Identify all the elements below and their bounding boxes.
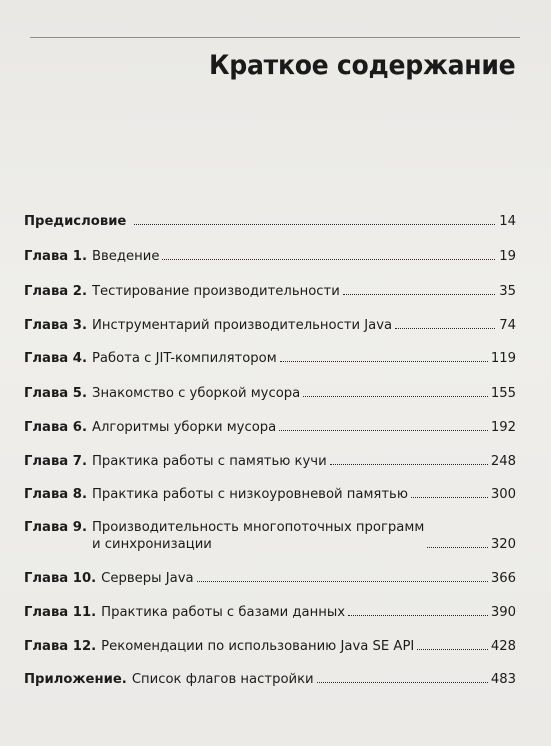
entry-page-number: 35 (499, 284, 516, 299)
toc-entry-chapter-8 (24, 487, 516, 502)
entry-label: Предисловие (24, 214, 127, 229)
toc-entry-chapter-12 (24, 639, 516, 654)
entry-page-number: 366 (490, 571, 516, 586)
entry-title: Практика работы с низкоуровневой памятью (91, 487, 408, 502)
toc-entry-chapter-2 (24, 284, 516, 299)
toc-entry-chapter-7 (24, 454, 516, 469)
entry-label: Глава 4. (24, 351, 87, 366)
entry-page-number: 300 (490, 487, 516, 502)
entry-page-number: 14 (499, 214, 516, 229)
dot-leader (134, 224, 495, 225)
entry-label: Глава 6. (24, 420, 87, 435)
entry-page-number: 74 (499, 318, 516, 333)
dot-leader (427, 547, 488, 548)
entry-page-number: 192 (490, 420, 516, 435)
entry-title: Производительность многопоточных программ (91, 520, 425, 535)
entry-title: Инструментарий производительности Java (91, 318, 393, 333)
entry-label: Глава 8. (24, 487, 87, 502)
dot-leader (303, 396, 488, 397)
dot-leader (411, 497, 488, 498)
entry-label: Глава 10. (24, 571, 97, 586)
entry-title: Алгоритмы уборки мусора (91, 420, 277, 435)
entry-title: Список флагов настройки (131, 672, 314, 687)
entry-page-number: 390 (490, 605, 516, 620)
toc-entry-chapter-10 (24, 571, 516, 586)
toc-entry-chapter-4 (24, 351, 516, 366)
toc-entry-appendix (24, 672, 516, 687)
entry-title: Знакомство с уборкой мусора (91, 386, 301, 401)
dot-leader (197, 581, 488, 582)
entry-label: Глава 9. (24, 520, 87, 535)
entry-label: Глава 2. (24, 284, 87, 299)
entry-label: Глава 7. (24, 454, 87, 469)
entry-label: Глава 12. (24, 639, 97, 654)
dot-leader (417, 649, 488, 650)
page-title: Краткое содержание (208, 50, 515, 81)
entry-page-number: 483 (490, 672, 516, 687)
toc-entry-chapter-9 (24, 520, 516, 552)
entry-title: Практика работы с памятью кучи (91, 454, 327, 469)
dot-leader (330, 464, 488, 465)
entry-page-number: 19 (499, 249, 516, 264)
entry-title: Работа с JIT-компилятором (91, 351, 277, 366)
toc-entry-preface (24, 214, 516, 229)
entry-title: Серверы Java (101, 571, 194, 586)
toc-entry-chapter-5 (24, 386, 516, 401)
dot-leader (280, 361, 488, 362)
entry-label: Глава 3. (24, 318, 87, 333)
entry-label: Приложение. (24, 672, 127, 687)
entry-title: Практика работы с базами данных (101, 605, 346, 620)
dot-leader (162, 259, 495, 260)
entry-page-number: 428 (490, 639, 516, 654)
toc-entry-chapter-6 (24, 420, 516, 435)
entry-label: Глава 5. (24, 386, 87, 401)
entry-title: Тестирование производительности (91, 284, 340, 299)
top-rule (30, 37, 520, 38)
entry-label: Глава 11. (24, 605, 97, 620)
entry-title-continuation: и синхронизации (91, 537, 212, 552)
entry-page-number: 248 (490, 454, 516, 469)
entry-page-number: 320 (490, 537, 516, 552)
entry-page-number: 155 (490, 386, 516, 401)
dot-leader (317, 682, 488, 683)
dot-leader (279, 430, 488, 431)
entry-page-number: 119 (490, 351, 516, 366)
entry-title: Рекомендации по использованию Java SE API (101, 639, 415, 654)
dot-leader (348, 615, 488, 616)
toc-entry-chapter-3 (24, 318, 516, 333)
dot-leader (343, 294, 495, 295)
toc-entry-chapter-1 (24, 249, 516, 264)
dot-leader (395, 328, 495, 329)
entry-label: Глава 1. (24, 249, 87, 264)
entry-title: Введение (91, 249, 160, 264)
toc-entry-chapter-11 (24, 605, 516, 620)
